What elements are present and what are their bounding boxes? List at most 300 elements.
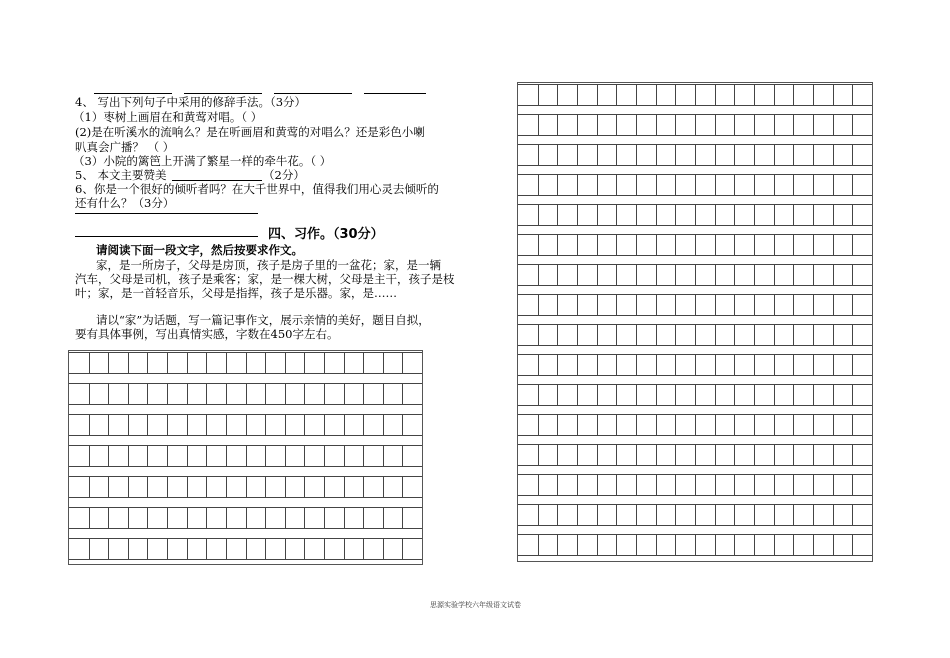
- grid-cell-divider: [813, 325, 814, 345]
- grid-cell-divider: [557, 145, 558, 165]
- grid-cell-divider: [754, 235, 755, 255]
- grid-row[interactable]: [69, 507, 422, 529]
- grid-cell-divider: [597, 475, 598, 495]
- grid-cell-divider: [616, 295, 617, 315]
- grid-cell-divider: [656, 415, 657, 435]
- grid-cell-divider: [577, 295, 578, 315]
- grid-cell-divider: [813, 175, 814, 195]
- grid-row[interactable]: [518, 264, 872, 286]
- question-5-answer-blank[interactable]: [172, 180, 262, 181]
- grid-row[interactable]: [69, 538, 422, 560]
- grid-cell-divider: [616, 205, 617, 225]
- grid-cell-divider: [187, 384, 188, 404]
- grid-cell-divider: [285, 508, 286, 528]
- grid-cell-divider: [557, 175, 558, 195]
- grid-cell-divider: [597, 265, 598, 285]
- grid-cell-divider: [833, 475, 834, 495]
- grid-cell-divider: [577, 265, 578, 285]
- grid-cell-divider: [675, 265, 676, 285]
- grid-cell-divider: [597, 445, 598, 465]
- grid-cell-divider: [616, 145, 617, 165]
- grid-cell-divider: [695, 295, 696, 315]
- grid-cell-divider: [793, 115, 794, 135]
- grid-cell-divider: [715, 325, 716, 345]
- grid-cell-divider: [715, 445, 716, 465]
- grid-cell-divider: [557, 85, 558, 105]
- grid-cell-divider: [754, 505, 755, 525]
- grid-cell-divider: [402, 384, 403, 404]
- grid-row[interactable]: [518, 534, 872, 556]
- grid-cell-divider: [89, 353, 90, 373]
- grid-cell-divider: [226, 353, 227, 373]
- grid-cell-divider: [833, 145, 834, 165]
- grid-row[interactable]: [518, 384, 872, 406]
- grid-row[interactable]: [518, 354, 872, 376]
- grid-cell-divider: [89, 508, 90, 528]
- grid-cell-divider: [557, 325, 558, 345]
- grid-cell-divider: [754, 115, 755, 135]
- grid-cell-divider: [128, 384, 129, 404]
- grid-cell-divider: [597, 205, 598, 225]
- grid-cell-divider: [793, 295, 794, 315]
- grid-cell-divider: [734, 115, 735, 135]
- grid-cell-divider: [675, 115, 676, 135]
- grid-cell-divider: [852, 475, 853, 495]
- grid-cell-divider: [754, 265, 755, 285]
- grid-cell-divider: [324, 415, 325, 435]
- grid-cell-divider: [187, 539, 188, 559]
- grid-cell-divider: [636, 475, 637, 495]
- grid-cell-divider: [108, 477, 109, 497]
- grid-cell-divider: [774, 445, 775, 465]
- grid-cell-divider: [147, 384, 148, 404]
- grid-cell-divider: [793, 205, 794, 225]
- grid-cell-divider: [852, 145, 853, 165]
- grid-row[interactable]: [69, 445, 422, 467]
- question-6-answer-blank-1[interactable]: [75, 213, 258, 214]
- grid-cell-divider: [226, 508, 227, 528]
- grid-cell-divider: [538, 205, 539, 225]
- grid-cell-divider: [557, 355, 558, 375]
- grid-cell-divider: [793, 145, 794, 165]
- grid-cell-divider: [774, 85, 775, 105]
- grid-cell-divider: [675, 445, 676, 465]
- grid-cell-divider: [695, 235, 696, 255]
- grid-cell-divider: [852, 505, 853, 525]
- section-heading: 四、习作。（30分）: [268, 227, 384, 242]
- answer-blank[interactable]: [364, 93, 426, 94]
- grid-cell-divider: [577, 355, 578, 375]
- grid-cell-divider: [402, 477, 403, 497]
- grid-cell-divider: [813, 445, 814, 465]
- grid-cell-divider: [813, 505, 814, 525]
- grid-cell-divider: [285, 384, 286, 404]
- grid-cell-divider: [187, 477, 188, 497]
- grid-cell-divider: [616, 505, 617, 525]
- grid-row[interactable]: [69, 476, 422, 498]
- grid-cell-divider: [833, 415, 834, 435]
- grid-cell-divider: [246, 477, 247, 497]
- grid-cell-divider: [616, 535, 617, 555]
- grid-cell-divider: [833, 85, 834, 105]
- grid-cell-divider: [246, 446, 247, 466]
- grid-cell-divider: [538, 85, 539, 105]
- question-4-title: 4、 写出下列句子中采用的修辞手法。（3分）: [75, 95, 307, 109]
- grid-cell-divider: [675, 145, 676, 165]
- grid-cell-divider: [813, 535, 814, 555]
- grid-cell-divider: [363, 353, 364, 373]
- grid-cell-divider: [363, 477, 364, 497]
- grid-cell-divider: [167, 353, 168, 373]
- answer-blank[interactable]: [184, 93, 262, 94]
- grid-cell-divider: [833, 385, 834, 405]
- grid-cell-divider: [715, 535, 716, 555]
- grid-cell-divider: [852, 325, 853, 345]
- grid-cell-divider: [852, 535, 853, 555]
- grid-cell-divider: [597, 535, 598, 555]
- grid-cell-divider: [616, 415, 617, 435]
- grid-cell-divider: [128, 446, 129, 466]
- grid-cell-divider: [715, 145, 716, 165]
- grid-cell-divider: [715, 505, 716, 525]
- grid-cell-divider: [636, 235, 637, 255]
- grid-cell-divider: [675, 325, 676, 345]
- grid-cell-divider: [656, 115, 657, 135]
- grid-cell-divider: [656, 385, 657, 405]
- grid-cell-divider: [734, 175, 735, 195]
- grid-row[interactable]: [518, 474, 872, 496]
- grid-row[interactable]: [518, 444, 872, 466]
- grid-cell-divider: [833, 325, 834, 345]
- grid-cell-divider: [695, 205, 696, 225]
- grid-cell-divider: [324, 508, 325, 528]
- question-6-cont: 还有什么？（3分）: [75, 196, 175, 210]
- grid-cell-divider: [557, 295, 558, 315]
- grid-cell-divider: [577, 415, 578, 435]
- grid-cell-divider: [833, 355, 834, 375]
- grid-cell-divider: [852, 355, 853, 375]
- answer-blank[interactable]: [274, 93, 352, 94]
- grid-cell-divider: [304, 477, 305, 497]
- grid-row[interactable]: [69, 414, 422, 436]
- grid-cell-divider: [557, 115, 558, 135]
- grid-cell-divider: [128, 477, 129, 497]
- grid-cell-divider: [538, 445, 539, 465]
- grid-cell-divider: [813, 385, 814, 405]
- grid-cell-divider: [636, 265, 637, 285]
- grid-row[interactable]: [518, 324, 872, 346]
- grid-cell-divider: [597, 115, 598, 135]
- grid-cell-divider: [715, 205, 716, 225]
- grid-cell-divider: [852, 265, 853, 285]
- grid-cell-divider: [402, 508, 403, 528]
- grid-cell-divider: [734, 505, 735, 525]
- grid-cell-divider: [402, 415, 403, 435]
- grid-cell-divider: [187, 508, 188, 528]
- grid-cell-divider: [108, 446, 109, 466]
- answer-blank[interactable]: [94, 93, 172, 94]
- grid-cell-divider: [754, 325, 755, 345]
- question-6-answer-blank-2[interactable]: [75, 236, 258, 237]
- grid-cell-divider: [538, 415, 539, 435]
- grid-cell-divider: [656, 505, 657, 525]
- grid-cell-divider: [538, 505, 539, 525]
- grid-cell-divider: [557, 535, 558, 555]
- grid-cell-divider: [675, 475, 676, 495]
- grid-row[interactable]: [518, 294, 872, 316]
- grid-cell-divider: [774, 475, 775, 495]
- grid-cell-divider: [363, 384, 364, 404]
- grid-cell-divider: [226, 384, 227, 404]
- grid-cell-divider: [695, 355, 696, 375]
- grid-cell-divider: [833, 535, 834, 555]
- grid-cell-divider: [695, 145, 696, 165]
- question-4-sentence-3: （3）小院的篱笆上开满了繁星一样的牵牛花。（ ）: [73, 154, 332, 168]
- grid-cell-divider: [324, 477, 325, 497]
- grid-cell-divider: [636, 535, 637, 555]
- grid-cell-divider: [597, 385, 598, 405]
- grid-cell-divider: [656, 355, 657, 375]
- grid-cell-divider: [616, 115, 617, 135]
- grid-cell-divider: [285, 446, 286, 466]
- grid-cell-divider: [656, 475, 657, 495]
- grid-cell-divider: [402, 446, 403, 466]
- grid-cell-divider: [363, 508, 364, 528]
- grid-cell-divider: [597, 85, 598, 105]
- grid-cell-divider: [833, 175, 834, 195]
- grid-cell-divider: [656, 145, 657, 165]
- grid-cell-divider: [774, 385, 775, 405]
- grid-cell-divider: [675, 295, 676, 315]
- grid-cell-divider: [246, 384, 247, 404]
- grid-cell-divider: [656, 295, 657, 315]
- grid-cell-divider: [577, 115, 578, 135]
- grid-row[interactable]: [518, 504, 872, 526]
- grid-cell-divider: [656, 85, 657, 105]
- grid-cell-divider: [147, 353, 148, 373]
- grid-cell-divider: [754, 355, 755, 375]
- grid-row[interactable]: [518, 234, 872, 256]
- grid-cell-divider: [695, 325, 696, 345]
- question-6: 6、你是一个很好的倾听者吗？在大千世界中，值得我们用心灵去倾听的: [75, 182, 439, 196]
- grid-cell-divider: [538, 295, 539, 315]
- grid-cell-divider: [675, 535, 676, 555]
- grid-cell-divider: [285, 477, 286, 497]
- grid-cell-divider: [167, 384, 168, 404]
- grid-cell-divider: [754, 295, 755, 315]
- grid-cell-divider: [246, 508, 247, 528]
- grid-cell-divider: [557, 265, 558, 285]
- grid-cell-divider: [363, 415, 364, 435]
- composition-passage-line-3: 叶；家，是一首轻音乐，父母是指挥，孩子是乐器。家，是……: [75, 286, 397, 300]
- grid-cell-divider: [324, 539, 325, 559]
- writing-grid-right[interactable]: [517, 82, 873, 562]
- grid-cell-divider: [167, 446, 168, 466]
- grid-cell-divider: [754, 415, 755, 435]
- grid-row[interactable]: [518, 414, 872, 436]
- grid-cell-divider: [383, 415, 384, 435]
- grid-cell-divider: [89, 539, 90, 559]
- grid-cell-divider: [734, 235, 735, 255]
- writing-grid-left[interactable]: [68, 350, 423, 565]
- grid-cell-divider: [206, 539, 207, 559]
- composition-passage-line-2: 汽车，父母是司机，孩子是乘客；家，是一棵大树，父母是主干，孩子是枝: [75, 272, 455, 286]
- grid-cell-divider: [577, 325, 578, 345]
- grid-cell-divider: [715, 85, 716, 105]
- grid-row[interactable]: [518, 204, 872, 226]
- grid-row[interactable]: [69, 383, 422, 405]
- grid-cell-divider: [538, 265, 539, 285]
- grid-cell-divider: [695, 175, 696, 195]
- composition-instruction: 请阅读下面一段文字，然后按要求作文。: [96, 243, 303, 257]
- grid-cell-divider: [577, 445, 578, 465]
- grid-cell-divider: [265, 384, 266, 404]
- grid-cell-divider: [383, 477, 384, 497]
- grid-cell-divider: [108, 415, 109, 435]
- grid-cell-divider: [754, 205, 755, 225]
- grid-cell-divider: [616, 385, 617, 405]
- grid-cell-divider: [344, 539, 345, 559]
- grid-cell-divider: [734, 445, 735, 465]
- grid-cell-divider: [616, 355, 617, 375]
- grid-cell-divider: [577, 235, 578, 255]
- grid-cell-divider: [285, 539, 286, 559]
- grid-cell-divider: [577, 85, 578, 105]
- grid-cell-divider: [324, 384, 325, 404]
- question-4-sentence-2: (2)是在听溪水的流响么？是在听画眉和黄莺的对唱么？还是彩色小喇: [75, 125, 425, 139]
- grid-cell-divider: [734, 385, 735, 405]
- grid-cell-divider: [636, 295, 637, 315]
- grid-cell-divider: [246, 415, 247, 435]
- grid-cell-divider: [793, 445, 794, 465]
- grid-cell-divider: [538, 175, 539, 195]
- grid-cell-divider: [675, 205, 676, 225]
- grid-cell-divider: [715, 295, 716, 315]
- grid-cell-divider: [774, 325, 775, 345]
- grid-cell-divider: [206, 353, 207, 373]
- grid-cell-divider: [793, 85, 794, 105]
- grid-cell-divider: [265, 353, 266, 373]
- grid-cell-divider: [206, 384, 207, 404]
- grid-cell-divider: [636, 205, 637, 225]
- grid-cell-divider: [754, 445, 755, 465]
- grid-cell-divider: [636, 325, 637, 345]
- grid-cell-divider: [577, 505, 578, 525]
- grid-cell-divider: [304, 446, 305, 466]
- grid-cell-divider: [715, 385, 716, 405]
- grid-cell-divider: [147, 477, 148, 497]
- grid-cell-divider: [813, 265, 814, 285]
- grid-cell-divider: [852, 205, 853, 225]
- grid-cell-divider: [734, 475, 735, 495]
- grid-cell-divider: [675, 415, 676, 435]
- grid-cell-divider: [656, 265, 657, 285]
- composition-task-line-2: 要有具体事例，写出真情实感，字数在450字左右。: [75, 327, 339, 341]
- grid-cell-divider: [774, 235, 775, 255]
- grid-cell-divider: [656, 175, 657, 195]
- grid-cell-divider: [538, 385, 539, 405]
- grid-cell-divider: [538, 145, 539, 165]
- grid-cell-divider: [715, 235, 716, 255]
- grid-cell-divider: [324, 353, 325, 373]
- grid-cell-divider: [616, 85, 617, 105]
- grid-cell-divider: [656, 235, 657, 255]
- grid-cell-divider: [147, 539, 148, 559]
- grid-cell-divider: [383, 353, 384, 373]
- grid-cell-divider: [734, 205, 735, 225]
- grid-cell-divider: [774, 535, 775, 555]
- grid-row[interactable]: [518, 144, 872, 166]
- grid-cell-divider: [813, 295, 814, 315]
- grid-cell-divider: [734, 535, 735, 555]
- grid-cell-divider: [695, 265, 696, 285]
- grid-cell-divider: [734, 265, 735, 285]
- grid-cell-divider: [636, 115, 637, 135]
- grid-cell-divider: [187, 353, 188, 373]
- grid-cell-divider: [363, 539, 364, 559]
- grid-cell-divider: [675, 175, 676, 195]
- grid-cell-divider: [557, 385, 558, 405]
- grid-cell-divider: [616, 265, 617, 285]
- grid-cell-divider: [304, 353, 305, 373]
- grid-cell-divider: [89, 384, 90, 404]
- grid-row[interactable]: [518, 174, 872, 196]
- grid-cell-divider: [363, 446, 364, 466]
- grid-cell-divider: [265, 446, 266, 466]
- grid-cell-divider: [187, 446, 188, 466]
- grid-cell-divider: [128, 539, 129, 559]
- grid-cell-divider: [656, 205, 657, 225]
- grid-cell-divider: [754, 475, 755, 495]
- grid-cell-divider: [715, 115, 716, 135]
- grid-cell-divider: [715, 175, 716, 195]
- grid-cell-divider: [577, 175, 578, 195]
- grid-row[interactable]: [518, 114, 872, 136]
- grid-cell-divider: [344, 508, 345, 528]
- grid-cell-divider: [754, 535, 755, 555]
- grid-cell-divider: [833, 235, 834, 255]
- grid-cell-divider: [656, 535, 657, 555]
- grid-cell-divider: [128, 353, 129, 373]
- grid-cell-divider: [616, 325, 617, 345]
- grid-cell-divider: [304, 384, 305, 404]
- grid-cell-divider: [793, 535, 794, 555]
- grid-cell-divider: [344, 384, 345, 404]
- grid-cell-divider: [246, 539, 247, 559]
- grid-cell-divider: [344, 353, 345, 373]
- grid-cell-divider: [383, 508, 384, 528]
- grid-cell-divider: [538, 355, 539, 375]
- grid-cell-divider: [813, 205, 814, 225]
- grid-row[interactable]: [69, 352, 422, 374]
- grid-cell-divider: [147, 415, 148, 435]
- grid-cell-divider: [167, 477, 168, 497]
- grid-row[interactable]: [518, 84, 872, 106]
- grid-cell-divider: [754, 85, 755, 105]
- grid-cell-divider: [597, 295, 598, 315]
- grid-cell-divider: [616, 235, 617, 255]
- grid-cell-divider: [557, 505, 558, 525]
- grid-cell-divider: [285, 415, 286, 435]
- grid-cell-divider: [793, 505, 794, 525]
- grid-cell-divider: [734, 325, 735, 345]
- grid-cell-divider: [597, 415, 598, 435]
- grid-cell-divider: [538, 475, 539, 495]
- grid-cell-divider: [852, 235, 853, 255]
- composition-passage-line-1: 家，是一所房子，父母是房顶，孩子是房子里的一盆花；家，是一辆: [96, 258, 441, 272]
- grid-cell-divider: [147, 446, 148, 466]
- grid-cell-divider: [774, 505, 775, 525]
